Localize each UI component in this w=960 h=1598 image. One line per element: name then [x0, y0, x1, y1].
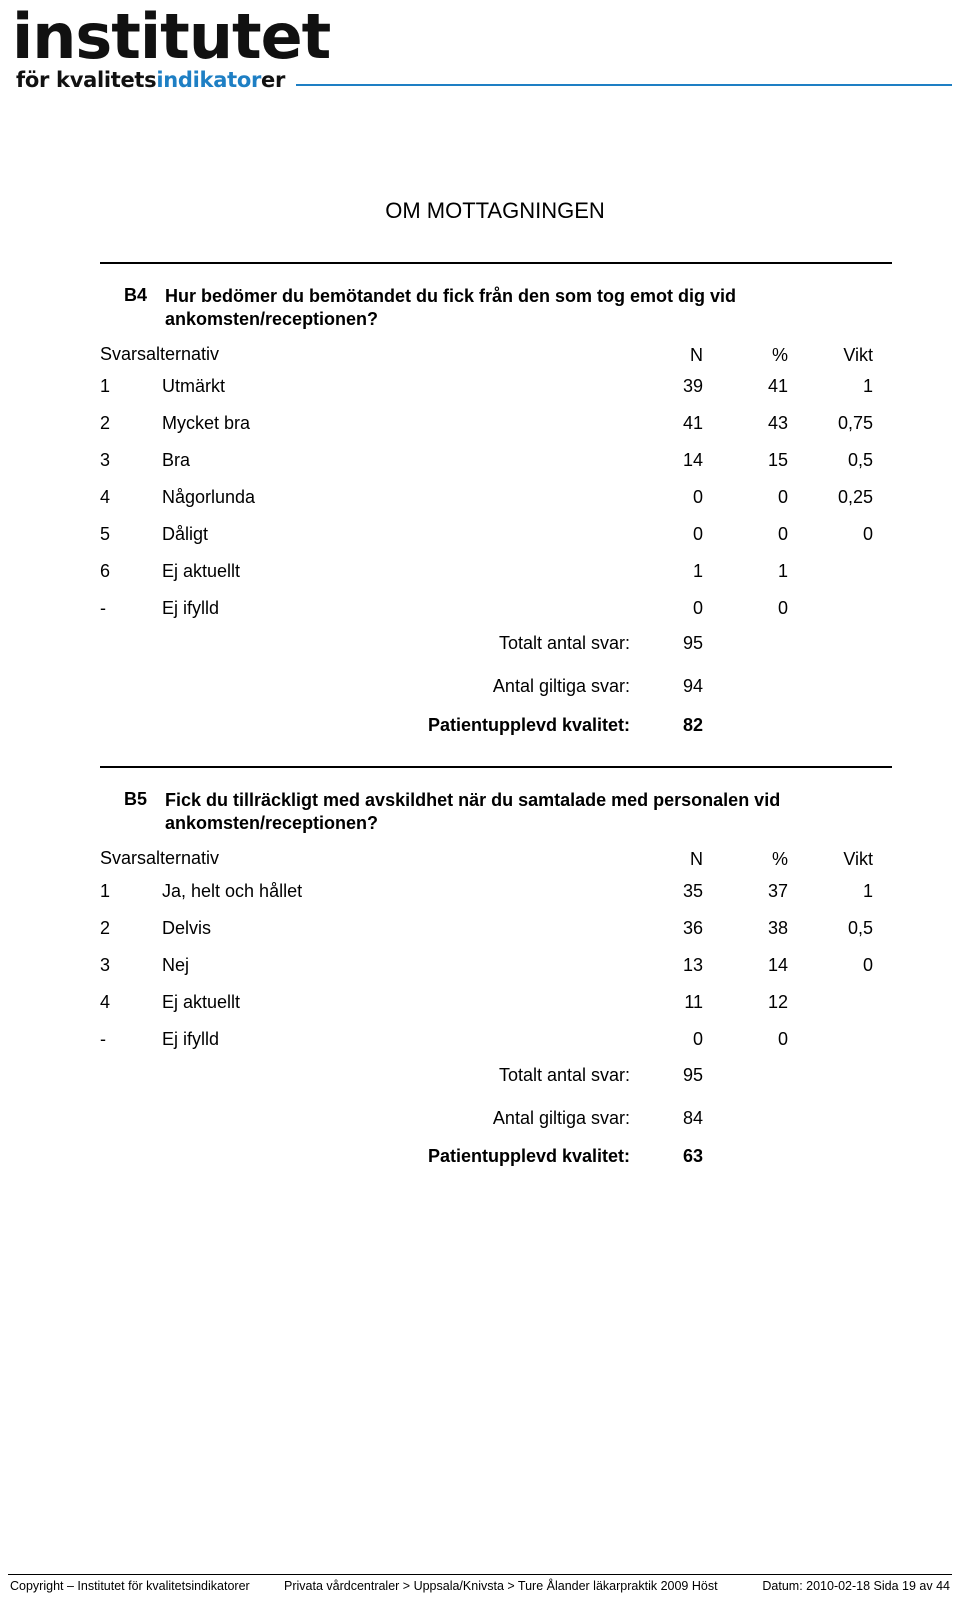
logo-tagline-suffix: er — [261, 68, 286, 92]
question-divider — [100, 766, 892, 768]
section-title: OM MOTTAGNINGEN — [385, 198, 605, 223]
row-number: 3 — [100, 955, 111, 975]
summary-label: Antal giltiga svar: — [492, 676, 630, 696]
row-n: 11 — [684, 992, 703, 1012]
row-weight: 0 — [862, 955, 873, 975]
row-n: 35 — [682, 881, 703, 901]
row-label: Dåligt — [162, 524, 209, 544]
question-text: Hur bedömer du bemötandet du fick från den som tog emot dig vid ankomsten/receptionen? — [165, 286, 737, 329]
summary-label: Patientupplevd kvalitet: — [427, 715, 630, 735]
column-header-percent: % — [771, 345, 788, 365]
footer-page-info: Datum: 2010-02-18 Sida 19 av 44 — [762, 1579, 950, 1593]
row-percent: 37 — [767, 881, 788, 901]
logo — [12, 0, 331, 94]
row-n: 0 — [692, 524, 703, 544]
row-weight: 1 — [862, 881, 873, 901]
column-header-alternative: Svarsalternativ — [100, 848, 220, 868]
logo-tagline-highlight: indikator — [156, 68, 262, 92]
summary-label: Totalt antal svar: — [498, 1065, 630, 1085]
summary-value: 95 — [682, 1065, 703, 1085]
row-label: Ja, helt och hållet — [162, 881, 303, 901]
row-number: 6 — [100, 561, 111, 581]
logo-tagline-prefix: för kvalitets — [16, 68, 157, 92]
row-label: Mycket bra — [162, 413, 251, 433]
summary-value: 82 — [682, 715, 703, 735]
row-percent: 38 — [767, 918, 788, 938]
row-weight: 0,25 — [837, 487, 873, 507]
summary-label: Antal giltiga svar: — [492, 1108, 630, 1128]
row-weight: 0,5 — [847, 918, 873, 938]
row-label: Utmärkt — [162, 376, 225, 396]
row-label: Delvis — [162, 918, 212, 938]
footer-breadcrumb: Privata vårdcentraler > Uppsala/Knivsta > Ture Ålander läkarpraktik 2009 Höst — [284, 1579, 718, 1593]
row-number: - — [100, 1029, 106, 1049]
row-percent: 0 — [777, 487, 788, 507]
row-label: Ej ifylld — [162, 1029, 220, 1049]
row-label: Ej aktuellt — [162, 561, 241, 581]
row-n: 13 — [682, 955, 703, 975]
row-number: 4 — [100, 992, 111, 1012]
summary-value: 95 — [682, 633, 703, 653]
row-number: 2 — [100, 413, 111, 433]
row-percent: 41 — [767, 376, 788, 396]
column-header-weight: Vikt — [843, 345, 873, 365]
row-n: 36 — [682, 918, 703, 938]
row-number: 2 — [100, 918, 111, 938]
row-n: 41 — [682, 413, 703, 433]
logo-tagline — [16, 68, 285, 92]
column-header-n: N — [690, 345, 703, 365]
row-percent: 0 — [777, 524, 788, 544]
footer-copyright: Copyright – Institutet för kvalitetsindikatorer — [10, 1579, 250, 1593]
row-label: Någorlunda — [162, 487, 256, 507]
question-code: B5 — [124, 789, 148, 809]
column-header-percent: % — [771, 849, 788, 869]
row-n: 0 — [692, 598, 703, 618]
header-divider — [296, 84, 952, 86]
summary-label: Totalt antal svar: — [498, 633, 630, 653]
row-weight: 1 — [862, 376, 873, 396]
row-n: 0 — [692, 1029, 703, 1049]
row-number: 3 — [100, 450, 111, 470]
row-percent: 1 — [777, 561, 788, 581]
row-number: 1 — [100, 376, 111, 396]
row-percent: 12 — [767, 992, 788, 1012]
row-percent: 0 — [777, 1029, 788, 1049]
row-number: 1 — [100, 881, 111, 901]
row-percent: 14 — [767, 955, 788, 975]
row-n: 39 — [682, 376, 703, 396]
summary-value: 63 — [682, 1146, 703, 1166]
question-code: B4 — [124, 285, 148, 305]
row-weight: 0,75 — [837, 413, 873, 433]
row-label: Ej aktuellt — [162, 992, 241, 1012]
column-header-n: N — [690, 849, 703, 869]
row-percent: 43 — [767, 413, 788, 433]
row-number: 5 — [100, 524, 111, 544]
row-label: Nej — [162, 955, 190, 975]
row-label: Bra — [162, 450, 191, 470]
row-number: - — [100, 598, 106, 618]
summary-label: Patientupplevd kvalitet: — [427, 1146, 630, 1166]
row-n: 0 — [692, 487, 703, 507]
summary-value: 84 — [682, 1108, 703, 1128]
column-header-alternative: Svarsalternativ — [100, 344, 220, 364]
row-n: 1 — [692, 561, 703, 581]
row-weight: 0,5 — [847, 450, 873, 470]
row-n: 14 — [682, 450, 703, 470]
question-text: Fick du tillräckligt med avskildhet när du samtalade med personalen vid ankomsten/receptionen? — [165, 790, 781, 833]
footer-divider — [8, 1574, 952, 1575]
row-percent: 15 — [767, 450, 788, 470]
row-label: Ej ifylld — [162, 598, 220, 618]
logo-wordmark: institutet — [12, 0, 331, 73]
question-divider — [100, 262, 892, 264]
row-percent: 0 — [777, 598, 788, 618]
row-weight: 0 — [862, 524, 873, 544]
row-number: 4 — [100, 487, 111, 507]
summary-value: 94 — [682, 676, 703, 696]
column-header-weight: Vikt — [843, 849, 873, 869]
